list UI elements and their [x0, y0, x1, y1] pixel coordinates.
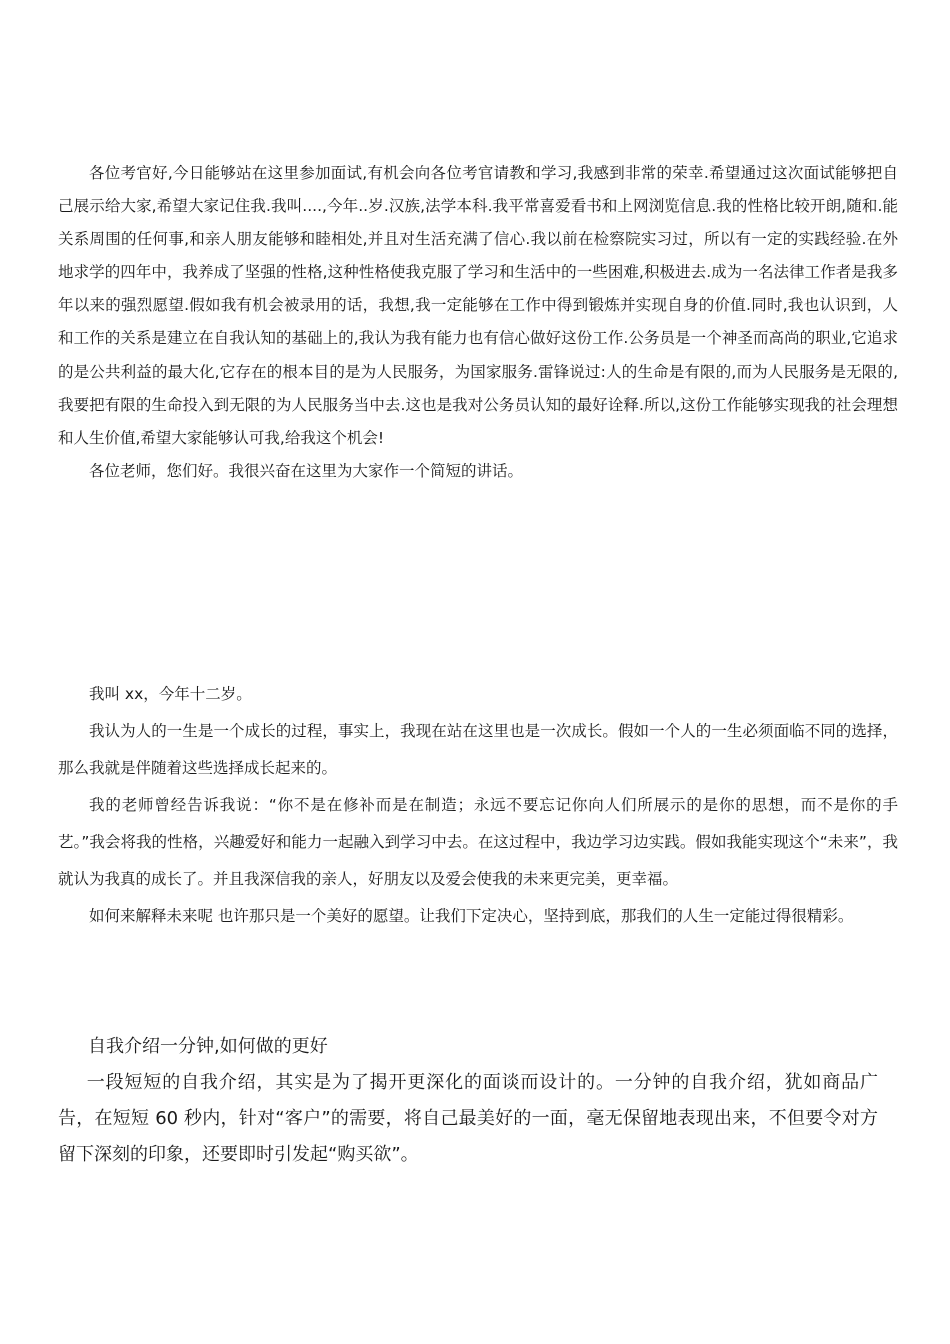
interview-speech-paragraph: 各位考官好,今日能够站在这里参加面试,有机会向各位考官请教和学习,我感到非常的荣幸.希望通过这次面试能够把自己展示给大家,希望大家记住我.我叫....,今年..岁.汉族,法学本科.我平常喜爱看书和上网浏览信息.我的性格比较开朗,随和.能关系周围的任何事,和亲人朋友能够和睦相处,并且对生活充满了信心.我以前在检察院实习过，所以有一定的实践经验.在外地求学的四年中，我养成了坚强的性格,这种性格使我克服了学习和生活中的一些困难,积极进去.成为一名法律工作者是我多年以来的强烈愿望.假如我有机会被录用的话，我想,我一定能够在工作中得到锻炼并实现自身的价值.同时,我也认识到，人和工作的关系是建立在自我认知的基础上的,我认为我有能力也有信心做好这份工作.公务员是一个神圣而高尚的职业,它追求的是公共利益的最大化,它存在的根本目的是为人民服务，为国家服务.雷锋说过:人的生命是有限的,而为人民服务是无限的,我要把有限的生命投入到无限的为人民服务当中去.这也是我对公务员认知的最好诠释.所以,这份工作能够实现我的社会理想和人生价值,希望大家能够认可我,给我这个机会! [58, 164, 898, 447]
intro-advice-paragraph: 一段短短的自我介绍，其实是为了揭开更深化的面谈而设计的。一分钟的自我介绍，犹如商品广告，在短短 60 秒内，针对“客户”的需要，将自己最美好的一面，毫无保留地表现出来，不但要令对方留下深刻的印象，还要即时引发起“购买欲”。 [58, 1072, 878, 1165]
one-minute-intro-section [58, 1029, 878, 1173]
growth-paragraph: 我认为人的一生是一个成长的过程，事实上，我现在站在这里也是一次成长。假如一个人的一生必须面临不同的选择，那么我就是伴随着这些选择成长起来的。 [58, 722, 898, 777]
interview-speech-section [58, 157, 898, 488]
teacher-quote-paragraph: 我的老师曾经告诉我说：“你不是在修补而是在制造；永远不要忘记你向人们所展示的是你的思想，而不是你的手艺。”我会将我的性格，兴趣爱好和能力一起融入到学习中去。在这过程中，我边学习边实践。假如我能实现这个“未来”，我就认为我真的成长了。并且我深信我的亲人，好朋友以及爱会使我的未来更完美，更幸福。 [58, 796, 898, 888]
future-paragraph: 如何来解释未来呢 也许那只是一个美好的愿望。让我们下定决心，坚持到底，那我们的人生一定能过得很精彩。 [89, 907, 854, 925]
section-heading: 自我介绍一分钟,如何做的更好 [88, 1036, 328, 1057]
name-age-paragraph: 我叫 xx，今年十二岁。 [89, 685, 252, 703]
growth-speech-section [58, 676, 898, 935]
greeting-paragraph: 各位老师，您们好。我很兴奋在这里为大家作一个简短的讲话。 [89, 461, 524, 480]
